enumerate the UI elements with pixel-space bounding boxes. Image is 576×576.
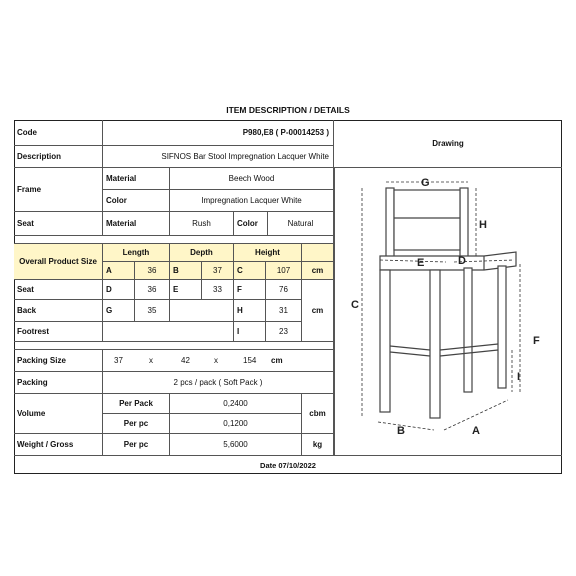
description-label: Description [14,146,103,168]
dim-label-d: D [458,255,466,267]
volume-unit: cbm [302,394,334,434]
packing-label: Packing [14,372,103,394]
height-header: Height [234,244,302,262]
weight-unit: kg [302,434,334,456]
packing-size-x2: x [214,356,218,365]
spacer-row-2 [14,342,334,350]
i-value: 23 [266,322,302,342]
dim-label-f: F [533,335,540,347]
weight-per-pc-label: Per pc [103,434,170,456]
overall-unit: cm [302,262,334,280]
dim-label-h: H [479,219,487,231]
document-title: ITEM DESCRIPTION / DETAILS [226,105,350,115]
c-value: 107 [266,262,302,280]
dim-label-e: E [417,257,425,269]
e-letter: E [170,280,202,300]
dim-label-i: I [517,371,521,383]
seat-dims-label: Seat [14,280,103,300]
dims-unit: cm [302,280,334,342]
packing-value: 2 pcs / pack ( Soft Pack ) [103,372,334,394]
dim-label-a: A [472,425,480,437]
footrest-label: Footrest [14,322,103,342]
packing-size-v1: 37 [114,356,123,365]
seat-color-label: Color [234,212,268,236]
drawing-label: Drawing [334,120,562,168]
packing-size-v3: 154 [243,356,257,365]
packing-size-label: Packing Size [14,350,103,372]
b-letter: B [170,262,202,280]
packing-size-x1: x [149,356,153,365]
dim-label-b: B [397,425,405,437]
volume-label: Volume [14,394,103,434]
frame-color-label: Color [103,190,170,212]
frame-material-value: Beech Wood [170,168,334,190]
packing-size-unit: cm [271,356,283,365]
seat-material-label: Material [103,212,170,236]
dim-label-c: C [351,299,359,311]
volume-per-pc-value: 0,1200 [170,414,302,434]
h-value: 31 [266,300,302,322]
f-letter: F [234,280,266,300]
stool-drawing [334,168,562,456]
h-letter: H [234,300,266,322]
f-value: 76 [266,280,302,300]
frame-material-label: Material [103,168,170,190]
seat-material-value: Rush [170,212,234,236]
length-header: Length [103,244,170,262]
g-letter: G [103,300,135,322]
weight-per-pc-value: 5,6000 [170,434,302,456]
footrest-blank [103,322,234,342]
date-label: Date 07/10/2022 [260,460,316,470]
g-value: 35 [135,300,170,322]
b-value: 37 [202,262,234,280]
packing-size-values [103,350,334,372]
weight-label: Weight / Gross [14,434,103,456]
c-letter: C [234,262,266,280]
dim-label-g: G [421,177,430,189]
i-letter: I [234,322,266,342]
volume-per-pack-label: Per Pack [103,394,170,414]
seat-color-value: Natural [268,212,334,236]
packing-size-v2: 42 [181,356,190,365]
description-value: SIFNOS Bar Stool Impregnation Lacquer White [103,146,334,168]
depth-header: Depth [170,244,234,262]
spacer-row [14,236,334,244]
code-label: Code [14,120,103,146]
a-value: 36 [135,262,170,280]
volume-per-pack-value: 0,2400 [170,394,302,414]
frame-color-value: Impregnation Lacquer White [170,190,334,212]
e-value: 33 [202,280,234,300]
back-blank [170,300,234,322]
frame-label: Frame [14,168,103,212]
d-letter: D [103,280,135,300]
volume-per-pc-label: Per pc [103,414,170,434]
back-dims-label: Back [14,300,103,322]
code-value: P980,E8 ( P-00014253 ) [103,120,334,146]
a-letter: A [103,262,135,280]
overall-size-label: Overall Product Size [14,244,103,280]
d-value: 36 [135,280,170,300]
unit-header-blank [302,244,334,262]
seat-label: Seat [14,212,103,236]
